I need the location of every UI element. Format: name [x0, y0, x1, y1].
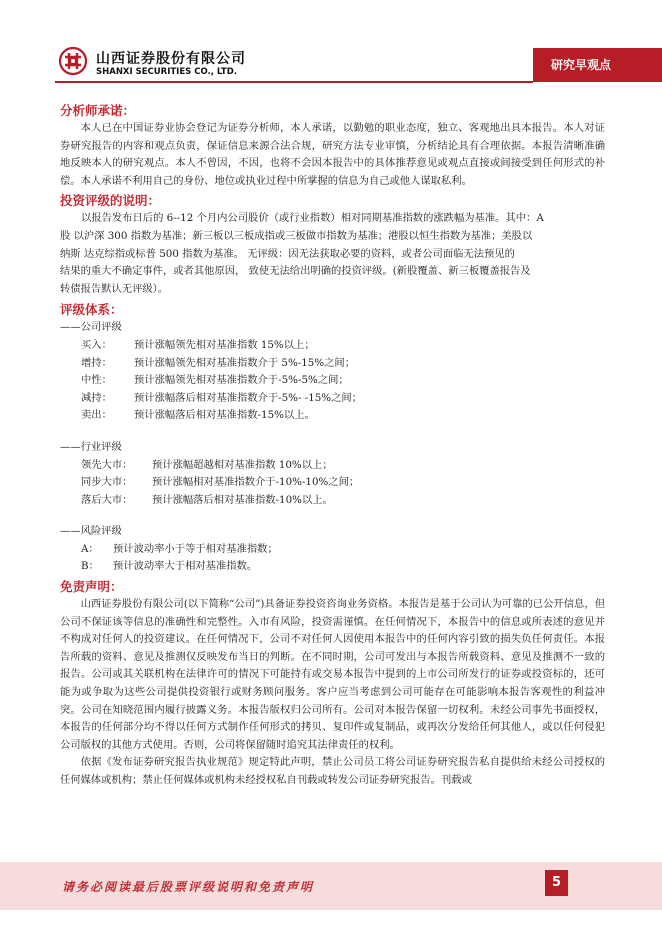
analyst-commitment-heading: 分析师承诺：: [60, 103, 136, 118]
industry-rating-list: [60, 457, 605, 510]
company-rating-item: [60, 390, 605, 408]
document-body: [60, 100, 605, 790]
rating-desc: 预计涨幅落后相对基准指数-15%以上。: [134, 409, 315, 422]
rating-explanation-line: 纳斯 达克综指或标普 500 指数为基准。 无评级：因无法获取必要的资料，或者公司面临无法预见的: [60, 247, 515, 260]
company-logo-icon: [58, 46, 88, 76]
rating-key: 落后大市：: [81, 493, 133, 506]
rating-key: 同步大市：: [81, 476, 133, 489]
rating-desc: 预计涨幅相对基准指数介于-10%-10%之间；: [152, 476, 360, 489]
rating-key: 减持：: [81, 391, 112, 404]
rating-desc: 预计波动率大于相对基准指数。: [113, 560, 258, 573]
header-divider: [55, 81, 533, 83]
rating-key: 领先大市：: [81, 458, 133, 471]
risk-rating-item: [60, 541, 605, 559]
rating-key: B：: [81, 560, 99, 573]
rating-explanation-line: 股 以沪深 300 指数为基准；新三板以三板成指或三板做市指数为基准；港股以恒生指数为基准；美股以: [60, 229, 533, 242]
industry-rating-item: [60, 457, 605, 475]
rating-explanation-line: 以报告发布日后的 6--12 个月内公司股价（或行业指数）相对同期基准指数的涨跌幅为基准。其中：A: [81, 212, 544, 225]
disclaimer-text: 山西证券股份有限公司(以下简称“公司”)具备证券投资咨询业务资格。本报告是基于公司认为可靠的已公开信息，但公司不保证该等信息的准确性和完整性。入市有风险，投资需谨慎。在任何情况下，本报告中的信息或所表述的意见并不构成对任何人的投资建议。在任何情况下，公司不对任何人因使用本报告中的任何内容引致的损失负任何责任。本报告所载的资料、意见及推测仅反映发布当日的判断。在不同时期，公司可发出与本报告所载资料、意见及推测不一致的报告。公司或其关联机构在法律许可的情况下可能持有或交易本报告中提到的上市公司所发行的证券或投资标的，还可能为或争取为这些公司提供投资银行或财务顾问服务。客户应当考虑到公司可能存在可能影响本报告客观性的利益冲突。公司在知晓范围内履行披露义务。本报告版权归公司所有。公司对本报告保留一切权利。未经公司事先书面授权，本报告的任何部分均不得以任何方式制作任何形式的拷贝、复印件或复制品，或再次分发给任何其他人，或以任何侵犯公司版权的其他方式使用。否则，公司将保留随时追究其法律责任的权利。: [60, 598, 605, 751]
report-type-tab: [533, 48, 662, 82]
risk-rating-header: ——风险评级: [60, 525, 122, 538]
rating-explanation-heading: 投资评级的说明：: [60, 193, 161, 209]
company-rating-item: [60, 407, 605, 425]
rating-desc: 预计波动率小于等于相对基准指数；: [113, 542, 278, 555]
disclaimer-text: 依据《发布证券研究报告执业规范》规定特此声明，禁止公司员工将公司证券研究报告私自提供给未经公司授权的任何媒体或机构；禁止任何媒体或机构未经授权私自刊载或转发公司证券研究报告。刊载或: [60, 756, 605, 786]
rating-key: 卖出：: [81, 409, 112, 422]
rating-desc: 预计涨幅领先相对基准指数 15%以上；: [134, 338, 315, 351]
page-header: [0, 0, 662, 100]
industry-rating-header: ——行业评级: [60, 440, 122, 453]
company-name-cn: 山西证券股份有限公司: [96, 51, 246, 67]
risk-rating-list: [60, 541, 605, 576]
company-rating-header: ——公司评级: [60, 321, 122, 334]
rating-key: 买入：: [81, 338, 112, 351]
rating-desc: 预计涨幅落后相对基准指数介于-5%- -15%之间；: [134, 391, 362, 404]
disclaimer-heading: 免责声明：: [60, 579, 123, 595]
page-number: 5: [545, 870, 568, 896]
rating-desc: 预计涨幅领先相对基准指数介于-5%-5%之间；: [134, 374, 349, 387]
rating-key: 增持：: [81, 356, 112, 369]
rating-explanation-line: 转债报告默认无评级）。: [60, 282, 169, 295]
rating-desc: 预计涨幅超越相对基准指数 10%以上；: [152, 458, 333, 471]
risk-rating-item: [60, 558, 605, 576]
footer-notice: 请务必阅读最后股票评级说明和免责声明: [62, 880, 315, 894]
rating-system-heading: 评级体系：: [60, 302, 123, 318]
company-rating-list: [60, 337, 605, 425]
rating-key: A：: [81, 542, 99, 555]
rating-desc: 预计涨幅领先相对基准指数介于 5%-15%之间；: [134, 356, 356, 369]
page-footer: [0, 862, 662, 910]
report-type-label: 研究早观点: [551, 58, 612, 72]
company-rating-item: [60, 337, 605, 355]
rating-key: 中性：: [81, 374, 112, 387]
industry-rating-item: [60, 492, 605, 510]
analyst-commitment-text: 本人已在中国证券业协会登记为证券分析师，本人承诺，以勤勉的职业态度，独立、客观地出具本报告。本人对证券研究报告的内容和观点负责，保证信息来源合法合规，研究方法专业审慎，分析结论具有合理依据。本报告清晰准确地反映本人的研究观点。本人不曾因，不因，也将不会因本报告中的具体推荐意见或观点直接或间接受到任何形式的补偿。本人承诺不利用自己的身份、地位或执业过程中所掌握的信息为自己或他人谋取私利。: [60, 122, 605, 187]
company-rating-item: [60, 372, 605, 390]
rating-desc: 预计涨幅落后相对基准指数-10%以上。: [152, 493, 333, 506]
company-rating-item: [60, 355, 605, 373]
industry-rating-item: [60, 474, 605, 492]
rating-explanation-line: 结果的重大不确定事件，或者其他原因， 致使无法给出明确的投资评级。(新股覆盖、新三板覆盖报告及: [60, 265, 531, 278]
company-name-en: SHANXI SECURITIES CO., LTD.: [96, 67, 238, 77]
